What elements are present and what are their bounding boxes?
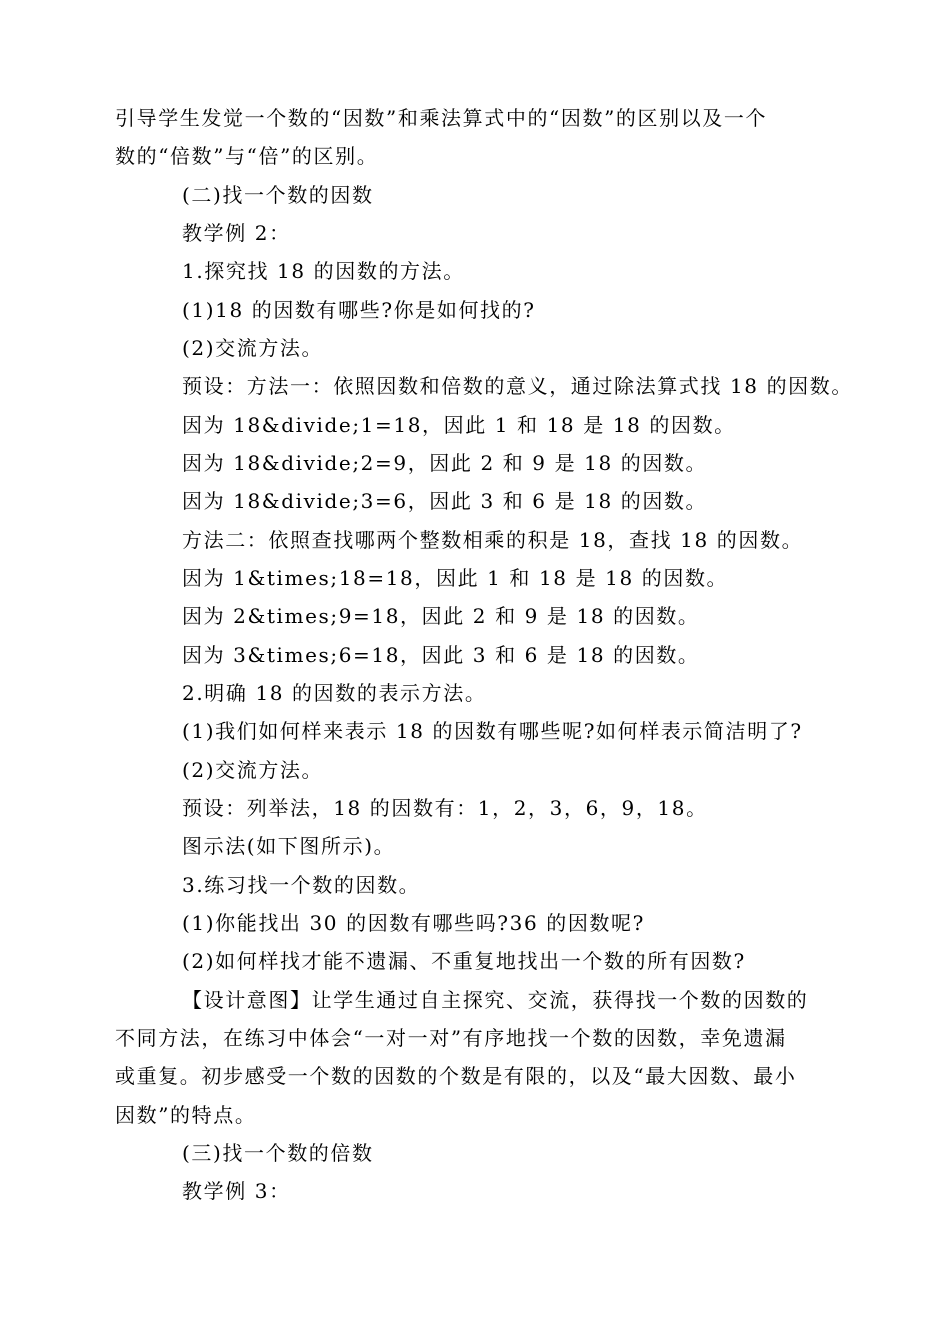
text-line: 因为 18&divide;3=6，因此 3 和 6 是 18 的因数。	[182, 489, 708, 513]
text-line: 因为 2&times;9=18，因此 2 和 9 是 18 的因数。	[182, 604, 700, 628]
text-line: (1)我们如何样来表示 18 的因数有哪些呢?如何样表示简洁明了?	[182, 719, 803, 743]
text-line: 教学例 2：	[182, 221, 291, 245]
text-line: 因为 18&divide;1=18，因此 1 和 18 是 18 的因数。	[182, 413, 736, 437]
text-line: 3.练习找一个数的因数。	[182, 873, 421, 897]
text-line: 因为 18&divide;2=9，因此 2 和 9 是 18 的因数。	[182, 451, 708, 475]
text-line: 因为 3&times;6=18，因此 3 和 6 是 18 的因数。	[182, 643, 700, 667]
text-line: 不同方法，在练习中体会“一对一对”有序地找一个数的因数，幸免遗漏	[115, 1026, 787, 1050]
text-line: 教学例 3：	[182, 1179, 291, 1203]
text-line: 因为 1&times;18=18，因此 1 和 18 是 18 的因数。	[182, 566, 729, 590]
text-line: 或重复。初步感受一个数的因数的个数是有限的，以及“最大因数、最小	[115, 1064, 797, 1088]
text-line: 因数”的特点。	[115, 1103, 257, 1127]
text-line: 引导学生发觉一个数的“因数”和乘法算式中的“因数”的区别以及一个	[115, 106, 768, 130]
text-line: 预设：列举法，18 的因数有：1，2，3，6，9，18。	[182, 796, 708, 820]
text-line: 预设：方法一：依照因数和倍数的意义，通过除法算式找 18 的因数。	[182, 374, 853, 398]
text-line: (2)如何样找才能不遗漏、不重复地找出一个数的所有因数?	[182, 949, 746, 973]
text-line: (2)交流方法。	[182, 758, 324, 782]
text-line: (1)你能找出 30 的因数有哪些吗?36 的因数呢?	[182, 911, 645, 935]
text-line: 1.探究找 18 的因数的方法。	[182, 259, 465, 283]
text-line: 2.明确 18 的因数的表示方法。	[182, 681, 487, 705]
text-line: (2)交流方法。	[182, 336, 324, 360]
text-line: (1)18 的因数有哪些?你是如何找的?	[182, 298, 536, 322]
section-heading: (三)找一个数的倍数	[182, 1141, 374, 1165]
text-line: 数的“倍数”与“倍”的区别。	[115, 144, 379, 168]
design-intent-paragraph: 【设计意图】让学生通过自主探究、交流，获得找一个数的因数的	[182, 988, 809, 1012]
section-heading: (二)找一个数的因数	[182, 183, 374, 207]
text-line: 图示法(如下图所示)。	[182, 834, 396, 858]
text-line: 方法二：依照查找哪两个整数相乘的积是 18，查找 18 的因数。	[182, 528, 804, 552]
